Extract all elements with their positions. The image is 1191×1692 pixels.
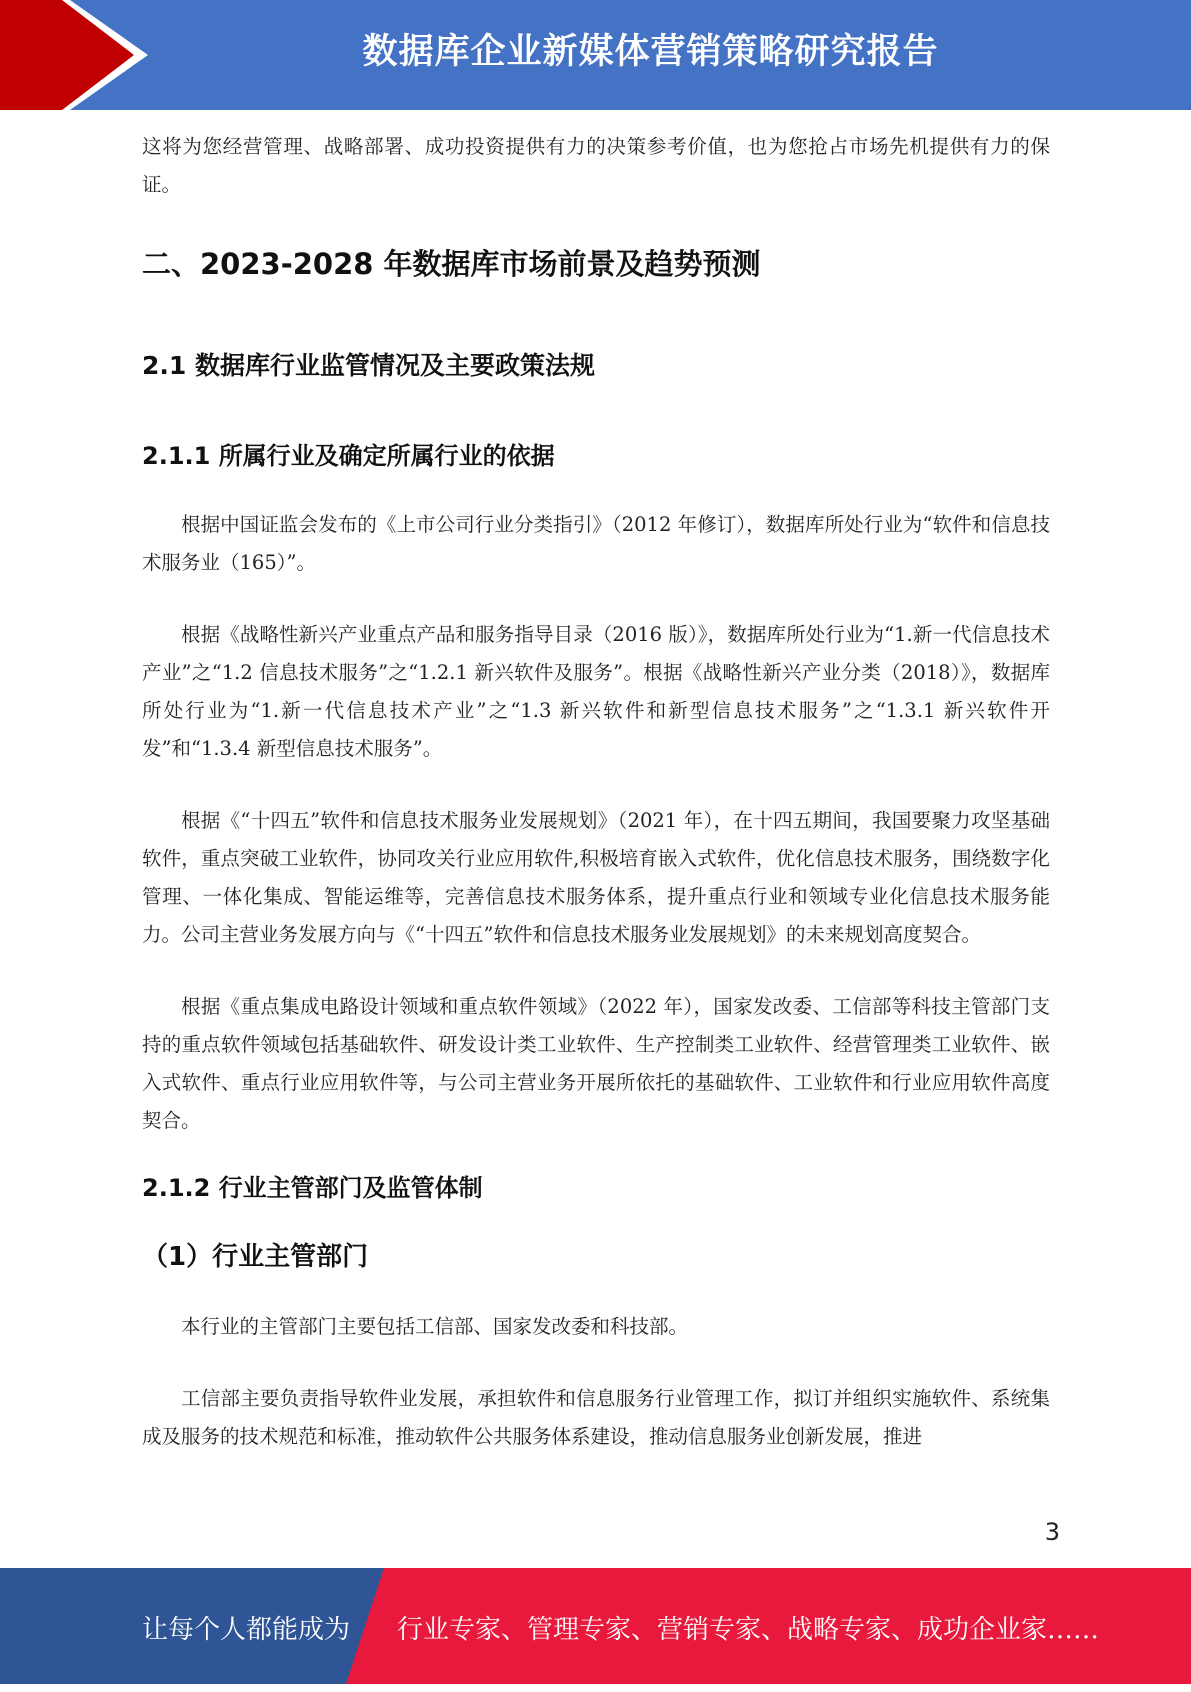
paragraph-4: 根据《重点集成电路设计领域和重点软件领域》（2022 年），国家发改委、工信部等科技主管部门支持的重点软件领域包括基础软件、研发设计类工业软件、生产控制类工业软件、经营管理类工业软件、嵌入式软件、重点行业应用软件等，与公司主营业务开展所依托的基础软件、工业软件和行业应用软件高度契合。	[142, 995, 1050, 1132]
document-title: 数据库企业新媒体营销策略研究报告	[362, 32, 939, 72]
page-number: 3	[1044, 1518, 1060, 1546]
paragraph-5: 本行业的主管部门主要包括工信部、国家发改委和科技部。	[181, 1315, 689, 1338]
paragraph-6: 工信部主要负责指导软件业发展，承担软件和信息服务行业管理工作，拟订并组织实施软件、系统集成及服务的技术规范和标准，推动软件公共服务体系建设，推动信息服务业创新发展，推进	[142, 1387, 1050, 1448]
item-heading: （1）行业主管部门	[142, 1242, 369, 1272]
page-header	[0, 0, 1191, 110]
paragraph-2: 根据《战略性新兴产业重点产品和服务指导目录（2016 版）》，数据库所处行业为“1.新一代信息技术产业”之“1.2 信息技术服务”之“1.2.1 新兴软件及服务”。根据《战略性新兴产业分类（2018）》，数据库所处行业为“1.新一代信息技术产业”之“1.3 新兴软件和新型信息技术服务”之“1.3.1 新兴软件开发”和“1.3.4 新型信息技术服务”。	[142, 623, 1050, 760]
subsubsection-heading-1: 2.1.1 所属行业及确定所属行业的依据	[142, 442, 555, 470]
section-heading: 二、2023-2028 年数据库市场前景及趋势预测	[142, 247, 761, 281]
page-content	[142, 128, 1050, 1456]
paragraph-1: 根据中国证监会发布的《上市公司行业分类指引》（2012 年修订），数据库所处行业为“软件和信息技术服务业（165）”。	[142, 513, 1050, 574]
subsubsection-heading-2: 2.1.2 行业主管部门及监管体制	[142, 1174, 483, 1202]
intro-paragraph: 这将为您经营管理、战略部署、成功投资提供有力的决策参考价值，也为您抢占市场先机提供有力的保证。	[142, 135, 1050, 196]
footer-slogan: 让每个人都能成为	[142, 1615, 351, 1645]
footer-roles: 行业专家、管理专家、营销专家、战略专家、成功企业家……	[397, 1615, 1100, 1645]
paragraph-3: 根据《“十四五”软件和信息技术服务业发展规划》（2021 年），在十四五期间，我国要聚力攻坚基础软件，重点突破工业软件，协同攻关行业应用软件,积极培育嵌入式软件，优化信息技术服务，围绕数字化管理、一体化集成、智能运维等，完善信息技术服务体系，提升重点行业和领域专业化信息技术服务能力。公司主营业务发展方向与《“十四五”软件和信息技术服务业发展规划》的未来规划高度契合。	[142, 809, 1050, 946]
page-footer	[0, 1568, 1191, 1684]
subsection-heading: 2.1 数据库行业监管情况及主要政策法规	[142, 351, 595, 380]
